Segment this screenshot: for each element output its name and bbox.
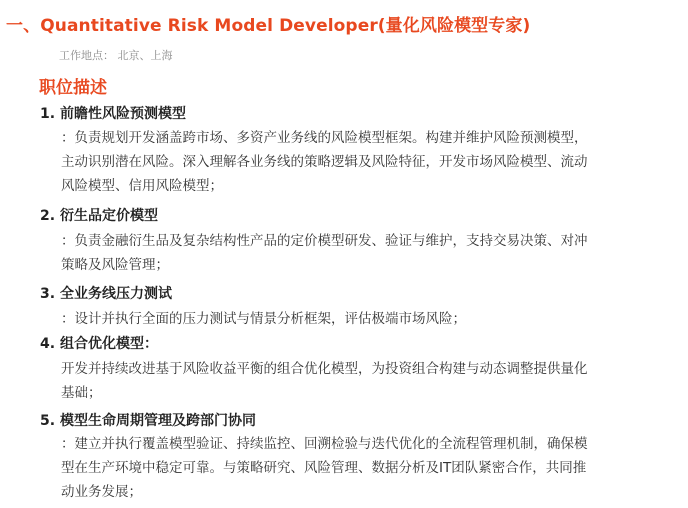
duty-line: ：设计并执行全面的压力测试与情景分析框架，评估极端市场风险； [61, 311, 466, 327]
duty-line: 基础； [61, 385, 102, 401]
duty-heading [40, 205, 158, 225]
duty-title: 前瞻性风险预测模型 [60, 106, 186, 122]
duty-title: 组合优化模型： [60, 336, 158, 352]
location-label: 工作地点： [59, 49, 114, 62]
duty-line: 开发并持续改进基于风险收益平衡的组合优化模型，为投资组合构建与动态调整提供量化 [61, 361, 588, 377]
duty-description [61, 357, 661, 405]
duty-heading [40, 103, 186, 123]
duty-number: 1. [40, 106, 56, 122]
duty-heading [40, 283, 172, 303]
duty-title: 模型生命周期管理及跨部门协同 [60, 413, 256, 429]
duty-description [61, 229, 661, 277]
work-location [59, 47, 173, 63]
duty-number: 2. [40, 208, 56, 224]
location-values: 北京、上海 [117, 49, 173, 62]
duty-line: ：负责金融衍生品及复杂结构性产品的定价模型研发、验证与维护，支持交易决策、对冲 [61, 233, 588, 249]
duty-line: 主动识别潜在风险。深入理解各业务线的策略逻辑及风险特征，开发市场风险模型、流动 [61, 154, 588, 170]
duty-number: 5. [40, 413, 56, 429]
duty-heading [40, 333, 158, 353]
section-title-job-description: 职位描述 [39, 78, 107, 98]
duty-line: 型在生产环境中稳定可靠。与策略研究、风险管理、数据分析及IT团队紧密合作，共同推 [61, 460, 587, 476]
duty-description [61, 307, 661, 331]
duty-line: ：负责规划开发涵盖跨市场、多资产业务线的风险模型框架。构建并维护风险预测模型， [61, 130, 588, 146]
duty-number: 4. [40, 336, 56, 352]
duty-number: 3. [40, 286, 56, 302]
duty-line: 动业务发展； [61, 484, 142, 500]
duty-line: 策略及风险管理； [61, 257, 169, 273]
duty-title: 衍生品定价模型 [60, 208, 158, 224]
duty-title: 全业务线压力测试 [60, 286, 172, 302]
job-title: 一、Quantitative Risk Model Developer(量化风险模型专家) [6, 16, 531, 36]
duty-heading [40, 410, 256, 430]
duty-description [61, 432, 661, 504]
duty-line: 风险模型、信用风险模型； [61, 178, 223, 194]
duty-description [61, 126, 661, 198]
duty-line: ：建立并执行覆盖模型验证、持续监控、回溯检验与迭代优化的全流程管理机制，确保模 [61, 436, 588, 452]
